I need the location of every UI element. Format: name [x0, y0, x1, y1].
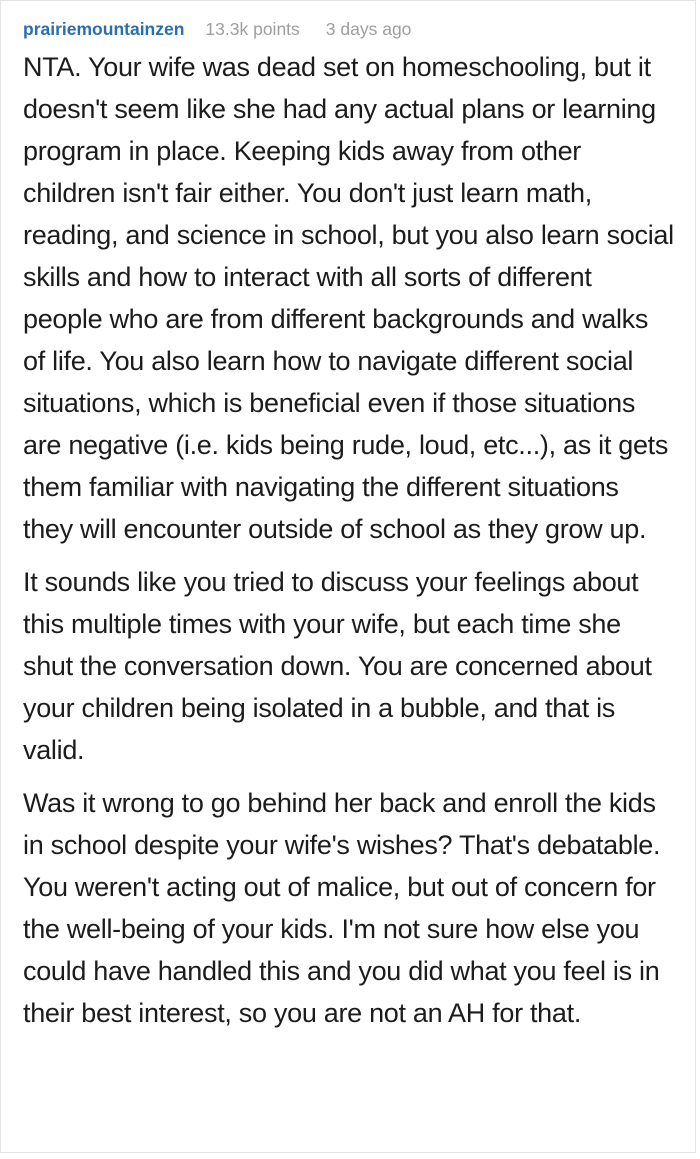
comment-paragraph: Was it wrong to go behind her back and enroll the kids in school despite your wife's wishes? That's debatable. You weren't acting out of malice, but out of concern for the well-being of your kids. I'm not sure how else you could have handled this and you did what you feel is in their best interest, so you are not an AH for that. — [23, 788, 661, 1028]
comment-header — [23, 17, 675, 41]
comment-body — [23, 46, 675, 1034]
comment-author-link[interactable]: prairiemountainzen — [23, 19, 185, 39]
comment-paragraph: It sounds like you tried to discuss your feelings about this multiple times with your wife, but each time she shut the conversation down. You are concerned about your children being isolated in a bubble, and that is valid. — [23, 567, 652, 765]
comment-points: 13.3k points — [205, 19, 300, 39]
comment-paragraph: NTA. Your wife was dead set on homeschooling, but it doesn't seem like she had any actual plans or learning program in place. Keeping kids away from other children isn't fair either. You don't just learn math, reading, and science in school, but you also learn social skills and how to interact with all sorts of different people who are from different backgrounds and walks of life. You also learn how to navigate different social situations, which is beneficial even if those situations are negative (i.e. kids being rude, loud, etc...), as it gets them familiar with navigating the different situations they will encounter outside of school as they grow up. — [23, 52, 674, 544]
comment-timestamp: 3 days ago — [325, 19, 412, 39]
